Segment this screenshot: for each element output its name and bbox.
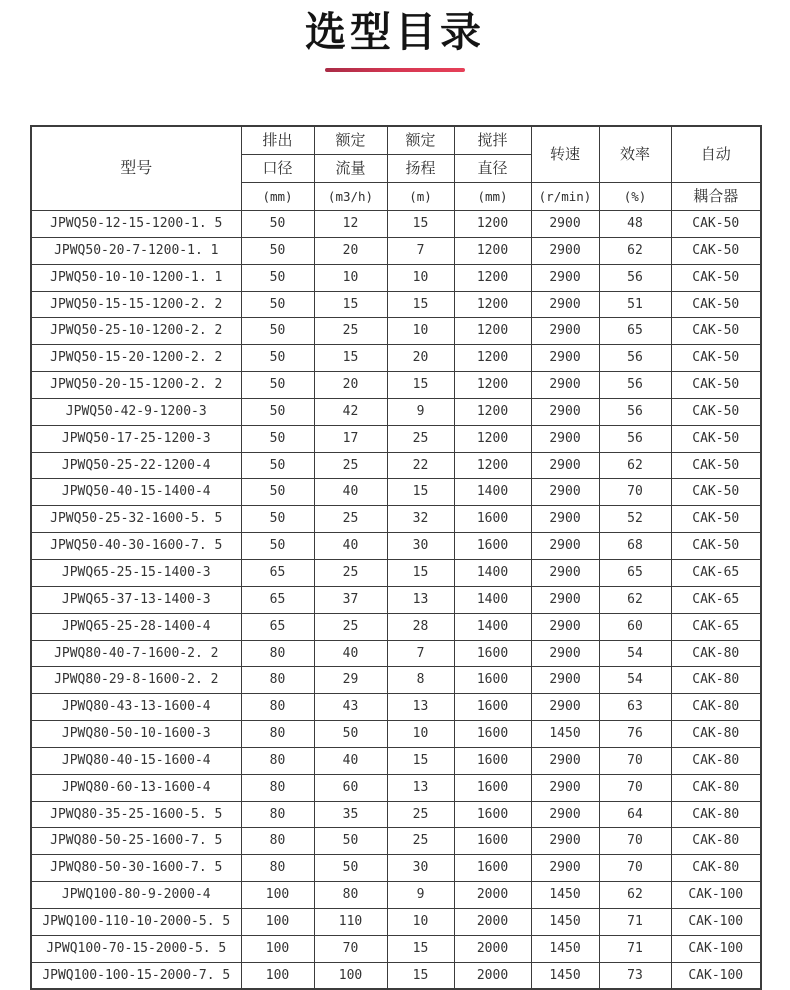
value-cell: 40 xyxy=(314,479,387,506)
value-cell: 100 xyxy=(241,935,314,962)
value-cell: 32 xyxy=(387,506,454,533)
value-cell: 56 xyxy=(599,425,671,452)
value-cell: 25 xyxy=(314,559,387,586)
header-mixing-line1: 搅拌 xyxy=(454,126,531,155)
value-cell: 13 xyxy=(387,586,454,613)
table-row xyxy=(31,721,761,748)
value-cell: 2000 xyxy=(454,882,531,909)
value-cell: CAK-65 xyxy=(671,586,761,613)
value-cell: 56 xyxy=(599,345,671,372)
value-cell: 1600 xyxy=(454,721,531,748)
value-cell: 1200 xyxy=(454,372,531,399)
value-cell: CAK-50 xyxy=(671,318,761,345)
value-cell: 80 xyxy=(241,667,314,694)
value-cell: 15 xyxy=(387,211,454,238)
value-cell: 100 xyxy=(241,962,314,989)
value-cell: 1600 xyxy=(454,828,531,855)
value-cell: 15 xyxy=(387,372,454,399)
unit-flow: (m3/h) xyxy=(314,183,387,211)
value-cell: 62 xyxy=(599,237,671,264)
value-cell: 1200 xyxy=(454,452,531,479)
value-cell: 65 xyxy=(241,586,314,613)
value-cell: 10 xyxy=(387,264,454,291)
value-cell: 1450 xyxy=(531,962,599,989)
value-cell: 1200 xyxy=(454,345,531,372)
value-cell: 56 xyxy=(599,264,671,291)
model-cell: JPWQ50-12-15-1200-1. 5 xyxy=(31,211,241,238)
value-cell: 37 xyxy=(314,586,387,613)
table-row xyxy=(31,318,761,345)
value-cell: CAK-80 xyxy=(671,801,761,828)
value-cell: 1400 xyxy=(454,479,531,506)
value-cell: 50 xyxy=(241,291,314,318)
value-cell: 1600 xyxy=(454,747,531,774)
value-cell: 13 xyxy=(387,694,454,721)
table-row xyxy=(31,908,761,935)
header-row-1 xyxy=(31,126,761,155)
value-cell: CAK-80 xyxy=(671,721,761,748)
value-cell: 17 xyxy=(314,425,387,452)
value-cell: 25 xyxy=(314,613,387,640)
value-cell: 35 xyxy=(314,801,387,828)
value-cell: 80 xyxy=(314,882,387,909)
model-cell: JPWQ80-40-15-1600-4 xyxy=(31,747,241,774)
value-cell: CAK-50 xyxy=(671,264,761,291)
value-cell: 20 xyxy=(314,372,387,399)
value-cell: 2900 xyxy=(531,667,599,694)
title-underline xyxy=(325,68,465,72)
value-cell: CAK-65 xyxy=(671,613,761,640)
value-cell: 15 xyxy=(387,559,454,586)
value-cell: 1450 xyxy=(531,935,599,962)
header-speed: 转速 xyxy=(531,126,599,183)
model-cell: JPWQ65-25-15-1400-3 xyxy=(31,559,241,586)
value-cell: 1600 xyxy=(454,640,531,667)
value-cell: 25 xyxy=(314,318,387,345)
value-cell: CAK-80 xyxy=(671,747,761,774)
value-cell: 1200 xyxy=(454,398,531,425)
value-cell: CAK-50 xyxy=(671,237,761,264)
value-cell: CAK-50 xyxy=(671,533,761,560)
value-cell: 70 xyxy=(599,828,671,855)
value-cell: 100 xyxy=(241,908,314,935)
table-row xyxy=(31,855,761,882)
table-row xyxy=(31,211,761,238)
value-cell: 1450 xyxy=(531,721,599,748)
value-cell: 70 xyxy=(599,774,671,801)
page-title: 选型目录 xyxy=(305,8,485,56)
value-cell: 1600 xyxy=(454,855,531,882)
value-cell: 1200 xyxy=(454,264,531,291)
table-row xyxy=(31,372,761,399)
value-cell: 68 xyxy=(599,533,671,560)
value-cell: CAK-50 xyxy=(671,425,761,452)
value-cell: 100 xyxy=(241,882,314,909)
table-row xyxy=(31,237,761,264)
value-cell: 1450 xyxy=(531,882,599,909)
value-cell: CAK-50 xyxy=(671,372,761,399)
value-cell: 70 xyxy=(599,855,671,882)
value-cell: CAK-50 xyxy=(671,291,761,318)
value-cell: 56 xyxy=(599,372,671,399)
value-cell: 2900 xyxy=(531,559,599,586)
model-cell: JPWQ100-110-10-2000-5. 5 xyxy=(31,908,241,935)
header-efficiency: 效率 xyxy=(599,126,671,183)
value-cell: 2900 xyxy=(531,801,599,828)
value-cell: 50 xyxy=(241,237,314,264)
value-cell: CAK-80 xyxy=(671,774,761,801)
header-head-line2: 扬程 xyxy=(387,155,454,183)
model-cell: JPWQ50-42-9-1200-3 xyxy=(31,398,241,425)
value-cell: 2900 xyxy=(531,372,599,399)
model-cell: JPWQ50-25-22-1200-4 xyxy=(31,452,241,479)
value-cell: 10 xyxy=(387,908,454,935)
value-cell: 2900 xyxy=(531,452,599,479)
value-cell: CAK-80 xyxy=(671,694,761,721)
value-cell: 2900 xyxy=(531,479,599,506)
value-cell: 1200 xyxy=(454,425,531,452)
value-cell: 9 xyxy=(387,398,454,425)
value-cell: 25 xyxy=(314,506,387,533)
value-cell: 1200 xyxy=(454,237,531,264)
value-cell: 1600 xyxy=(454,506,531,533)
value-cell: CAK-80 xyxy=(671,667,761,694)
value-cell: CAK-100 xyxy=(671,935,761,962)
value-cell: 51 xyxy=(599,291,671,318)
model-cell: JPWQ50-20-15-1200-2. 2 xyxy=(31,372,241,399)
model-cell: JPWQ100-100-15-2000-7. 5 xyxy=(31,962,241,989)
value-cell: 1600 xyxy=(454,667,531,694)
value-cell: 10 xyxy=(314,264,387,291)
value-cell: 2900 xyxy=(531,291,599,318)
table-row xyxy=(31,264,761,291)
table-row xyxy=(31,345,761,372)
value-cell: 15 xyxy=(387,962,454,989)
value-cell: 2900 xyxy=(531,747,599,774)
value-cell: 50 xyxy=(241,479,314,506)
table-row xyxy=(31,694,761,721)
value-cell: 65 xyxy=(599,559,671,586)
table-row xyxy=(31,747,761,774)
model-cell: JPWQ80-43-13-1600-4 xyxy=(31,694,241,721)
value-cell: 22 xyxy=(387,452,454,479)
table-row xyxy=(31,425,761,452)
value-cell: 76 xyxy=(599,721,671,748)
value-cell: 2900 xyxy=(531,774,599,801)
value-cell: 2900 xyxy=(531,425,599,452)
value-cell: 2000 xyxy=(454,908,531,935)
value-cell: 70 xyxy=(599,747,671,774)
value-cell: 10 xyxy=(387,721,454,748)
value-cell: 50 xyxy=(241,264,314,291)
unit-mixing: (mm) xyxy=(454,183,531,211)
value-cell: CAK-100 xyxy=(671,962,761,989)
table-row xyxy=(31,452,761,479)
value-cell: 2900 xyxy=(531,586,599,613)
value-cell: 62 xyxy=(599,882,671,909)
unit-head: (m) xyxy=(387,183,454,211)
value-cell: 28 xyxy=(387,613,454,640)
value-cell: CAK-65 xyxy=(671,559,761,586)
model-cell: JPWQ65-25-28-1400-4 xyxy=(31,613,241,640)
value-cell: 80 xyxy=(241,721,314,748)
value-cell: CAK-100 xyxy=(671,882,761,909)
value-cell: 56 xyxy=(599,398,671,425)
model-cell: JPWQ50-25-10-1200-2. 2 xyxy=(31,318,241,345)
model-cell: JPWQ80-50-30-1600-7. 5 xyxy=(31,855,241,882)
value-cell: 62 xyxy=(599,586,671,613)
model-cell: JPWQ100-70-15-2000-5. 5 xyxy=(31,935,241,962)
value-cell: 80 xyxy=(241,694,314,721)
unit-efficiency: (%) xyxy=(599,183,671,211)
value-cell: 2900 xyxy=(531,533,599,560)
model-cell: JPWQ80-35-25-1600-5. 5 xyxy=(31,801,241,828)
value-cell: 1600 xyxy=(454,694,531,721)
value-cell: CAK-80 xyxy=(671,640,761,667)
model-cell: JPWQ50-40-30-1600-7. 5 xyxy=(31,533,241,560)
value-cell: 50 xyxy=(241,318,314,345)
value-cell: 9 xyxy=(387,882,454,909)
value-cell: 29 xyxy=(314,667,387,694)
value-cell: 25 xyxy=(314,452,387,479)
value-cell: 7 xyxy=(387,237,454,264)
value-cell: 1600 xyxy=(454,533,531,560)
value-cell: 50 xyxy=(241,506,314,533)
header-auto-coupler: 自动 xyxy=(671,126,761,183)
table-row xyxy=(31,640,761,667)
model-cell: JPWQ80-29-8-1600-2. 2 xyxy=(31,667,241,694)
header-head-line1: 额定 xyxy=(387,126,454,155)
model-cell: JPWQ80-60-13-1600-4 xyxy=(31,774,241,801)
value-cell: 2900 xyxy=(531,211,599,238)
value-cell: 13 xyxy=(387,774,454,801)
model-cell: JPWQ100-80-9-2000-4 xyxy=(31,882,241,909)
value-cell: CAK-50 xyxy=(671,479,761,506)
value-cell: CAK-50 xyxy=(671,506,761,533)
value-cell: 20 xyxy=(387,345,454,372)
value-cell: CAK-50 xyxy=(671,211,761,238)
value-cell: CAK-80 xyxy=(671,828,761,855)
title-section xyxy=(0,0,790,72)
value-cell: 30 xyxy=(387,855,454,882)
model-cell: JPWQ80-50-10-1600-3 xyxy=(31,721,241,748)
value-cell: 2000 xyxy=(454,935,531,962)
value-cell: 73 xyxy=(599,962,671,989)
value-cell: 2900 xyxy=(531,506,599,533)
value-cell: 15 xyxy=(314,345,387,372)
header-flow-line2: 流量 xyxy=(314,155,387,183)
model-cell: JPWQ80-40-7-1600-2. 2 xyxy=(31,640,241,667)
value-cell: 50 xyxy=(241,372,314,399)
value-cell: 100 xyxy=(314,962,387,989)
value-cell: 2900 xyxy=(531,855,599,882)
model-cell: JPWQ50-10-10-1200-1. 1 xyxy=(31,264,241,291)
value-cell: 54 xyxy=(599,667,671,694)
value-cell: 1450 xyxy=(531,908,599,935)
value-cell: 1400 xyxy=(454,559,531,586)
value-cell: 71 xyxy=(599,908,671,935)
table-row xyxy=(31,559,761,586)
table-row xyxy=(31,801,761,828)
value-cell: 2900 xyxy=(531,237,599,264)
value-cell: 2900 xyxy=(531,318,599,345)
unit-speed: (r/min) xyxy=(531,183,599,211)
value-cell: CAK-50 xyxy=(671,398,761,425)
value-cell: 15 xyxy=(387,935,454,962)
value-cell: 15 xyxy=(387,747,454,774)
value-cell: 43 xyxy=(314,694,387,721)
value-cell: 70 xyxy=(314,935,387,962)
value-cell: 2900 xyxy=(531,613,599,640)
value-cell: 40 xyxy=(314,747,387,774)
model-cell: JPWQ80-50-25-1600-7. 5 xyxy=(31,828,241,855)
value-cell: 25 xyxy=(387,425,454,452)
value-cell: 20 xyxy=(314,237,387,264)
value-cell: 71 xyxy=(599,935,671,962)
value-cell: 80 xyxy=(241,640,314,667)
header-mixing-line2: 直径 xyxy=(454,155,531,183)
table-row xyxy=(31,774,761,801)
value-cell: 2900 xyxy=(531,828,599,855)
value-cell: 15 xyxy=(314,291,387,318)
table-body xyxy=(31,211,761,990)
value-cell: 42 xyxy=(314,398,387,425)
value-cell: 80 xyxy=(241,747,314,774)
value-cell: 2900 xyxy=(531,398,599,425)
value-cell: 50 xyxy=(241,452,314,479)
value-cell: 1200 xyxy=(454,318,531,345)
value-cell: 2000 xyxy=(454,962,531,989)
value-cell: 110 xyxy=(314,908,387,935)
value-cell: 50 xyxy=(314,721,387,748)
model-cell: JPWQ50-15-20-1200-2. 2 xyxy=(31,345,241,372)
table-row xyxy=(31,613,761,640)
pump-selection-table xyxy=(30,125,762,990)
table-row xyxy=(31,398,761,425)
value-cell: 62 xyxy=(599,452,671,479)
model-cell: JPWQ50-17-25-1200-3 xyxy=(31,425,241,452)
value-cell: 1400 xyxy=(454,586,531,613)
value-cell: 2900 xyxy=(531,345,599,372)
value-cell: 80 xyxy=(241,801,314,828)
value-cell: 50 xyxy=(314,828,387,855)
table-row xyxy=(31,828,761,855)
value-cell: 2900 xyxy=(531,264,599,291)
unit-coupler: 耦合器 xyxy=(671,183,761,211)
model-cell: JPWQ50-40-15-1400-4 xyxy=(31,479,241,506)
value-cell: CAK-80 xyxy=(671,855,761,882)
model-cell: JPWQ50-15-15-1200-2. 2 xyxy=(31,291,241,318)
value-cell: CAK-50 xyxy=(671,345,761,372)
table-row xyxy=(31,291,761,318)
value-cell: 65 xyxy=(241,613,314,640)
value-cell: 60 xyxy=(314,774,387,801)
value-cell: 63 xyxy=(599,694,671,721)
value-cell: 50 xyxy=(241,425,314,452)
value-cell: 30 xyxy=(387,533,454,560)
table-row xyxy=(31,962,761,989)
value-cell: 80 xyxy=(241,855,314,882)
value-cell: 48 xyxy=(599,211,671,238)
value-cell: 25 xyxy=(387,828,454,855)
value-cell: 1200 xyxy=(454,291,531,318)
table-row xyxy=(31,506,761,533)
table-row xyxy=(31,882,761,909)
value-cell: 60 xyxy=(599,613,671,640)
value-cell: 2900 xyxy=(531,694,599,721)
model-cell: JPWQ50-25-32-1600-5. 5 xyxy=(31,506,241,533)
value-cell: 15 xyxy=(387,479,454,506)
value-cell: 15 xyxy=(387,291,454,318)
value-cell: 50 xyxy=(314,855,387,882)
value-cell: 65 xyxy=(241,559,314,586)
value-cell: 54 xyxy=(599,640,671,667)
table-row xyxy=(31,533,761,560)
value-cell: 7 xyxy=(387,640,454,667)
value-cell: 25 xyxy=(387,801,454,828)
table-row xyxy=(31,667,761,694)
value-cell: 52 xyxy=(599,506,671,533)
value-cell: 50 xyxy=(241,211,314,238)
value-cell: 2900 xyxy=(531,640,599,667)
value-cell: 1400 xyxy=(454,613,531,640)
value-cell: CAK-100 xyxy=(671,908,761,935)
model-cell: JPWQ65-37-13-1400-3 xyxy=(31,586,241,613)
table-header xyxy=(31,126,761,211)
value-cell: 70 xyxy=(599,479,671,506)
value-cell: 1600 xyxy=(454,774,531,801)
value-cell: 65 xyxy=(599,318,671,345)
model-cell: JPWQ50-20-7-1200-1. 1 xyxy=(31,237,241,264)
value-cell: CAK-50 xyxy=(671,452,761,479)
value-cell: 64 xyxy=(599,801,671,828)
table-row xyxy=(31,479,761,506)
value-cell: 40 xyxy=(314,640,387,667)
value-cell: 1600 xyxy=(454,801,531,828)
value-cell: 50 xyxy=(241,398,314,425)
value-cell: 80 xyxy=(241,828,314,855)
value-cell: 12 xyxy=(314,211,387,238)
value-cell: 1200 xyxy=(454,211,531,238)
value-cell: 50 xyxy=(241,533,314,560)
value-cell: 40 xyxy=(314,533,387,560)
header-discharge-line2: 口径 xyxy=(241,155,314,183)
table-row xyxy=(31,935,761,962)
value-cell: 8 xyxy=(387,667,454,694)
value-cell: 50 xyxy=(241,345,314,372)
header-discharge-line1: 排出 xyxy=(241,126,314,155)
value-cell: 10 xyxy=(387,318,454,345)
table-row xyxy=(31,586,761,613)
value-cell: 80 xyxy=(241,774,314,801)
unit-discharge: (mm) xyxy=(241,183,314,211)
header-model: 型号 xyxy=(31,126,241,211)
header-flow-line1: 额定 xyxy=(314,126,387,155)
